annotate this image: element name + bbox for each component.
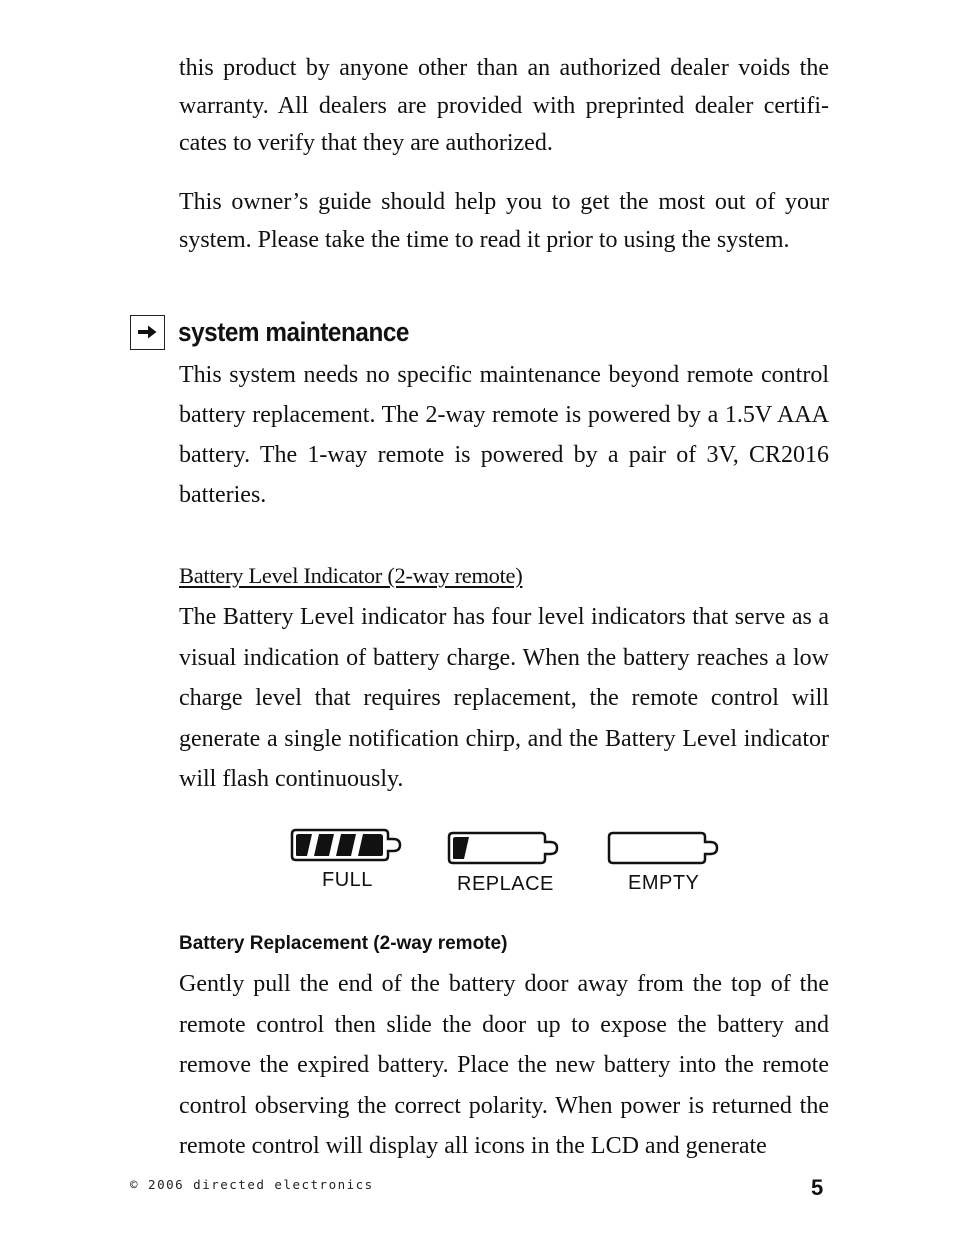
battery-full-icon xyxy=(290,828,404,862)
battery-empty-icon xyxy=(607,831,721,865)
battery-level-heading: Battery Level Indicator (2-way remote) xyxy=(179,563,523,588)
battery-empty-label: EMPTY xyxy=(628,872,700,894)
battery-replace-icon xyxy=(447,831,561,865)
right-arrow-icon xyxy=(130,315,165,350)
battery-replacement-paragraph: Gently pull the end of the battery door away from the top of the remote control then slide the door up to expose the battery and remove the expired battery. Place the new battery into the remote control observing the correct polarity. When power is returned the remote control will display all icons in the LCD and generate xyxy=(179,971,829,1159)
intro-continued-paragraph: this product by anyone other than an authorized dealer voids the warranty. All dealers are provided with preprinted dealer certifi-cates to verify that they are authorized. xyxy=(179,55,829,156)
battery-replacement-heading: Battery Replacement (2-way remote) xyxy=(179,933,508,954)
battery-level-paragraph: The Battery Level indicator has four level indicators that serve as a visual indication of battery charge. When the battery reaches a low charge level that requires replacement, the remote control will generate a single notification chirp, and the Battery Level indicator will flash continuously. xyxy=(179,604,829,792)
owners-guide-paragraph: This owner’s guide should help you to get the most out of your system. Please take the time to read it prior to using the system. xyxy=(179,189,829,253)
page-number: 5 xyxy=(811,1175,824,1200)
battery-full-label: FULL xyxy=(322,869,373,891)
footer-copyright: © 2006 directed electronics xyxy=(130,1177,374,1192)
section-heading-system-maintenance: system maintenance xyxy=(178,317,409,347)
battery-replace-label: REPLACE xyxy=(457,873,554,895)
maintenance-paragraph: This system needs no specific maintenance beyond remote control battery replacement. The 2-way remote is powered by a 1.5V AAA battery. The 1-way remote is powered by a pair of 3V, CR2016 batteries. xyxy=(179,362,829,508)
